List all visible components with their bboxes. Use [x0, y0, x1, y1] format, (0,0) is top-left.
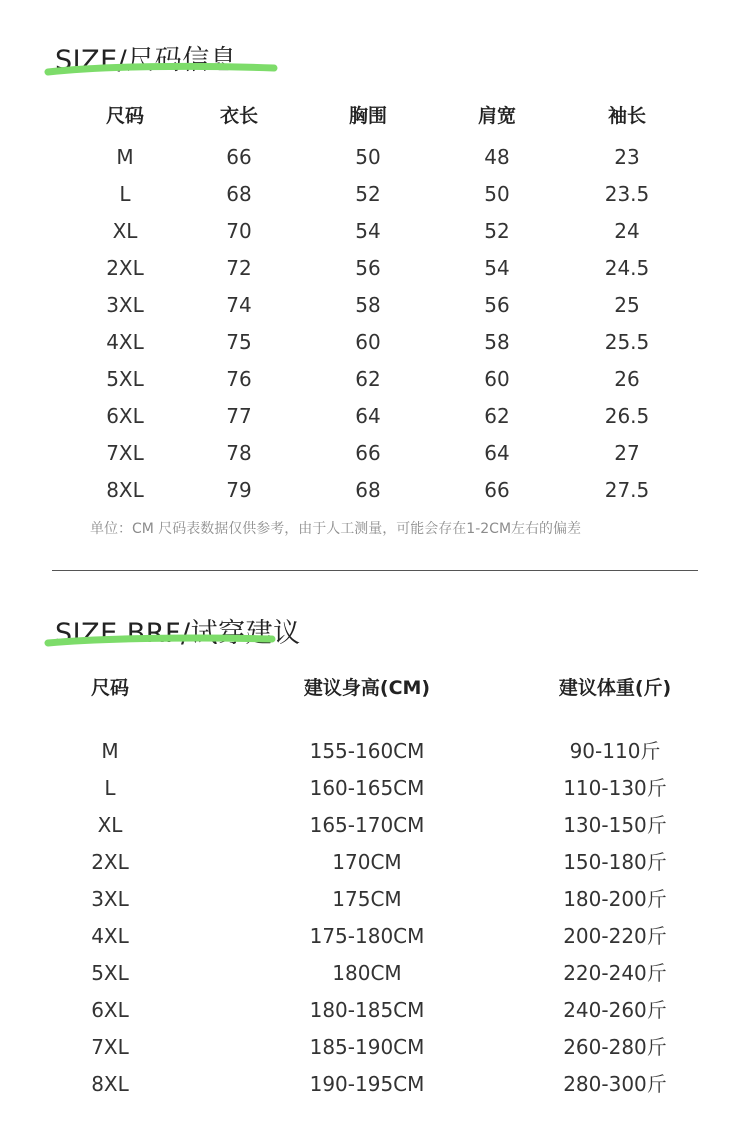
size-info-table-cell: 72: [226, 256, 252, 280]
size-info-table-cell: 60: [484, 367, 510, 391]
size-info-table-cell: 62: [484, 404, 510, 428]
size-info-table-cell: 79: [226, 478, 252, 502]
fit-advice-table-cell: 3XL: [91, 887, 129, 911]
size-info-table-cell: 50: [355, 145, 381, 169]
fit-advice-table-cell: 2XL: [91, 850, 129, 874]
size-info-table-cell: 54: [355, 219, 381, 243]
size-info-table-cell: 66: [226, 145, 252, 169]
size-info-table-cell: 23.5: [604, 182, 650, 206]
fit-advice-table-cell: 6XL: [91, 998, 129, 1022]
fit-advice-table-cell: 190-195CM: [309, 1072, 425, 1096]
size-info-table-cell: 68: [355, 478, 381, 502]
fit-advice-table-cell: 200-220斤: [563, 924, 667, 948]
size-info-table-cell: 62: [355, 367, 381, 391]
size-info-header-cell: 袖长: [607, 105, 647, 127]
size-info-table-cell: 66: [355, 441, 381, 465]
fit-advice-table-cell: 185-190CM: [309, 1035, 425, 1059]
fit-advice-table-cell: 280-300斤: [563, 1072, 667, 1096]
size-info-table-cell: 27.5: [604, 478, 650, 502]
fit-advice-table-cell: 7XL: [91, 1035, 129, 1059]
size-info-title: SIZE/尺码信息: [55, 45, 238, 76]
size-info-table-cell: 60: [355, 330, 381, 354]
size-info-table-cell: 50: [484, 182, 510, 206]
size-info-table-cell: 7XL: [106, 441, 144, 465]
size-info-header-cell: 胸围: [348, 105, 388, 127]
size-info-table-cell: 52: [355, 182, 381, 206]
size-info-table-cell: 76: [226, 367, 252, 391]
size-info-table-cell: 27: [614, 441, 640, 465]
fit-advice-table-cell: 8XL: [91, 1072, 129, 1096]
size-info-table-cell: 25: [614, 293, 640, 317]
fit-advice-table-cell: 130-150斤: [563, 813, 667, 837]
size-info-table-cell: 64: [355, 404, 381, 428]
fit-advice-table-cell: 240-260斤: [563, 998, 667, 1022]
fit-advice-table-cell: 260-280斤: [563, 1035, 667, 1059]
size-info-table-cell: 74: [226, 293, 252, 317]
fit-advice-table-cell: 155-160CM: [309, 739, 425, 763]
size-info-table-cell: 75: [226, 330, 252, 354]
size-info-table-cell: 25.5: [604, 330, 650, 354]
size-info-table-cell: 52: [484, 219, 510, 243]
fit-advice-table-cell: 165-170CM: [309, 813, 425, 837]
fit-advice-table-cell: 180-200斤: [563, 887, 667, 911]
size-info-note: 单位：CM 尺码表数据仅供参考，由于人工测量，可能会存在1-2CM左右的偏差: [90, 521, 582, 537]
section-divider: [52, 570, 698, 571]
size-info-table-cell: 48: [484, 145, 510, 169]
size-info-table-cell: 4XL: [106, 330, 144, 354]
size-info-table-cell: 64: [484, 441, 510, 465]
size-info-table-cell: 56: [355, 256, 381, 280]
size-info-header-cell: 肩宽: [477, 105, 517, 127]
fit-advice-table-cell: 160-165CM: [309, 776, 425, 800]
size-info-table-cell: 23: [614, 145, 640, 169]
fit-advice-table-cell: 220-240斤: [563, 961, 667, 985]
fit-advice-title-underline: [44, 628, 284, 654]
fit-advice-table-cell: 180CM: [332, 961, 402, 985]
fit-advice-header-cell: 建议体重(斤): [558, 677, 672, 699]
fit-advice-title: SIZE BRF/试穿建议: [55, 618, 301, 649]
fit-advice-header-cell: 建议身高(CM): [303, 677, 431, 699]
size-info-header-cell: 尺码: [105, 105, 145, 127]
size-info-table-cell: 77: [226, 404, 252, 428]
size-info-table-cell: 8XL: [106, 478, 144, 502]
fit-advice-table-cell: M: [101, 739, 119, 763]
size-info-table-cell: M: [116, 145, 134, 169]
fit-advice-table-cell: 170CM: [332, 850, 402, 874]
fit-advice-table-cell: 175CM: [332, 887, 402, 911]
fit-advice-header-cell: 尺码: [90, 677, 130, 699]
size-info-table-cell: XL: [112, 219, 138, 243]
size-info-title-underline: [44, 56, 284, 82]
size-info-table-cell: 3XL: [106, 293, 144, 317]
size-info-table-cell: 26: [614, 367, 640, 391]
size-info-table-cell: 58: [355, 293, 381, 317]
fit-advice-table-cell: 175-180CM: [309, 924, 425, 948]
fit-advice-table-cell: 5XL: [91, 961, 129, 985]
size-info-table-cell: 2XL: [106, 256, 144, 280]
fit-advice-table-cell: 90-110斤: [569, 739, 661, 763]
fit-advice-table-cell: 180-185CM: [309, 998, 425, 1022]
fit-advice-table-cell: 110-130斤: [563, 776, 667, 800]
fit-advice-table-cell: XL: [97, 813, 123, 837]
size-info-table-cell: 6XL: [106, 404, 144, 428]
size-info-table-cell: 78: [226, 441, 252, 465]
size-info-table-cell: L: [119, 182, 131, 206]
size-info-table-cell: 24.5: [604, 256, 650, 280]
size-info-table-cell: 70: [226, 219, 252, 243]
size-info-table-cell: 68: [226, 182, 252, 206]
size-info-table-cell: 58: [484, 330, 510, 354]
size-info-table-cell: 26.5: [604, 404, 650, 428]
fit-advice-table-cell: L: [104, 776, 116, 800]
fit-advice-table-cell: 150-180斤: [563, 850, 667, 874]
size-info-table-cell: 56: [484, 293, 510, 317]
size-info-table-cell: 24: [614, 219, 640, 243]
size-info-table-cell: 66: [484, 478, 510, 502]
size-info-table-cell: 54: [484, 256, 510, 280]
fit-advice-table-cell: 4XL: [91, 924, 129, 948]
size-info-table-cell: 5XL: [106, 367, 144, 391]
size-info-header-cell: 衣长: [219, 105, 259, 127]
